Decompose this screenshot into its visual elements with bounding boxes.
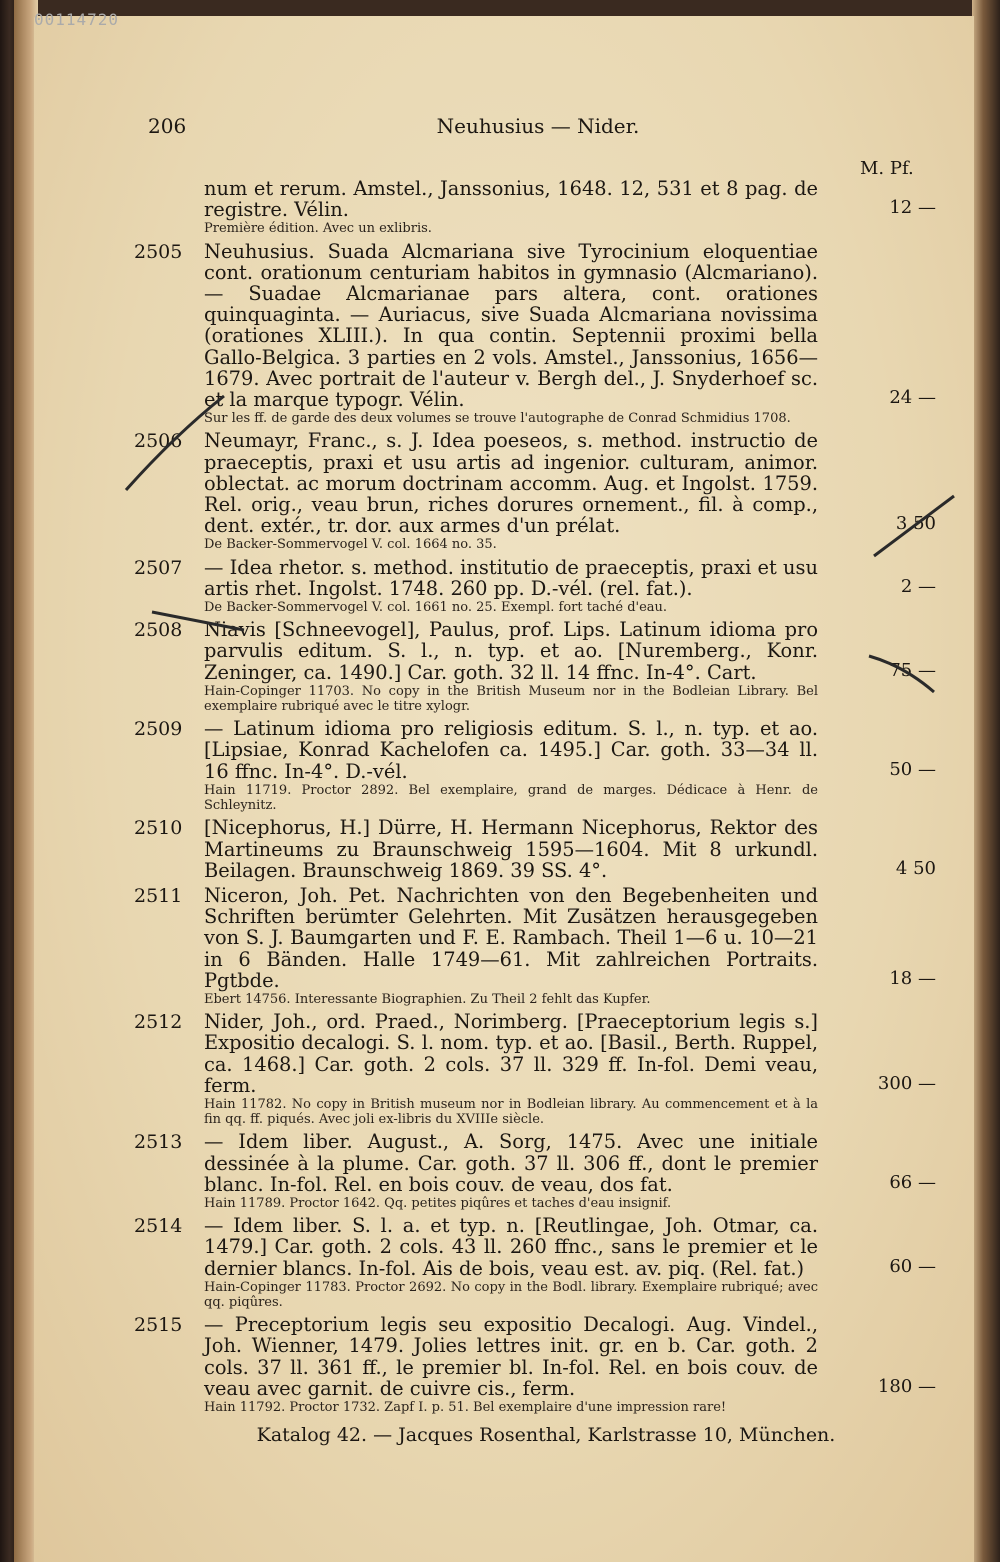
- entry-price: 60 —: [889, 1255, 936, 1277]
- scan-label: 00114720: [34, 10, 120, 29]
- entry-note: Hain 11782. No copy in British museum nor in Bodleian library. Au commencement et à la fin qq. ff. piqués. Avec joli ex-libris du XVIIIe siècle.: [204, 1096, 818, 1128]
- entry-price: 300 —: [877, 1072, 936, 1094]
- entry-number: 2505: [134, 240, 183, 263]
- currency-header: M. Pf.: [860, 158, 914, 179]
- entry-number: 2515: [134, 1314, 183, 1337]
- entry-number: 2511: [134, 884, 183, 907]
- entry-description: — Idea rhetor. s. method. institutio de praeceptis, praxi et usu artis rhet. Ingolst. 1748. 260 pp. D.-vél. (rel. fat.).: [204, 555, 818, 600]
- entry-note: Hain 11719. Proctor 2892. Bel exemplaire, grand de marges. Dédicace à Henr. de Schleynitz.: [204, 782, 818, 814]
- catalog-entry: [134, 1130, 946, 1211]
- catalog-entry: [134, 239, 946, 427]
- entry-description: — Idem liber. August., A. Sorg, 1475. Avec une initiale dessinée à la plume. Car. goth. 37 ll. 306 ff., dont le premier blanc. In-fol. Rel. en bois couv. de veau, dos fat.: [204, 1130, 818, 1196]
- entry-description: — Latinum idioma pro religiosis editum. S. l., n. typ. et ao. [Lipsiae, Konrad Kachelofen ca. 1495.] Car. goth. 33—34 ll. 16 ffnc. In-4°. D.-vél.: [204, 717, 818, 783]
- entry-description: Niavis [Schneevogel], Paulus, prof. Lips. Latinum idioma pro parvulis editum. S. l., n. typ. et ao. [Nuremberg., Konr. Zeninger, ca. 1490.] Car. goth. 32 ll. 14 ffnc. In-4°. Cart.: [204, 618, 818, 684]
- entry-number: 2512: [134, 1011, 183, 1034]
- entry-price: 50 —: [889, 758, 936, 780]
- entry-number: 2510: [134, 817, 183, 840]
- entry-price: 66 —: [889, 1171, 936, 1193]
- entry-number: 2513: [134, 1131, 183, 1154]
- entry-description: — Preceptorium legis seu expositio Decalogi. Aug. Vindel., Joh. Wienner, 1479. Jolies lettres init. gr. en b. Car. goth. 2 cols. 37 ll. 361 ff., le premier bl. In-fol. Rel. en bois couv. de veau avec garnit. de cuivre cis., ferm.: [204, 1313, 818, 1400]
- entry-description: — Idem liber. S. l. a. et typ. n. [Reutlingae, Joh. Otmar, ca. 1479.] Car. goth. 2 cols. 43 ll. 260 ffnc., sans le premier et le dernier blancs. In-fol. Ais de bois, veau est. av. piq. (Rel. fat.): [204, 1214, 818, 1280]
- entry-price: 24 —: [889, 387, 936, 409]
- catalog-entry: [134, 883, 946, 1007]
- page-edge-right: [972, 0, 1000, 1562]
- entry-price: 18 —: [889, 967, 936, 989]
- entry-note: Première édition. Avec un exlibris.: [204, 221, 432, 237]
- entry-description: Neuhusius. Suada Alcmariana sive Tyrocinium eloquentiae cont. orationum centuriam habitos in gymnasio (Alcmariano). — Suadae Alcmarianae pars altera, cont. orationes quinquaginta. — Auriacus, sive Suada Alcmariana novissima (orationes XLIII.). In qua contin. Septennii proximi bella Gallo-Belgica. 3 parties en 2 vols. Amstel., Janssonius, 1656—1679. Avec portrait de l'auteur v. Bergh del., J. Snyderhoef sc. et la marque typogr. Vélin.: [204, 239, 818, 412]
- running-title: Neuhusius — Nider.: [436, 114, 640, 138]
- entry-number: 2506: [134, 430, 183, 453]
- entry-note: Hain 11792. Proctor 1732. Zapf I. p. 51. Bel exemplaire d'une impression rare!: [204, 1399, 727, 1415]
- catalog-entry: [134, 1313, 946, 1415]
- entry-note: Ebert 14756. Interessante Biographien. Zu Theil 2 fehlt das Kupfer.: [204, 991, 651, 1007]
- entry-price: 4 50: [895, 857, 936, 879]
- entry-description: num et rerum. Amstel., Janssonius, 1648. 12, 531 et 8 pag. de registre. Vélin.: [204, 177, 818, 222]
- entry-note: Hain 11789. Proctor 1642. Qq. petites piqûres et taches d'eau insignif.: [204, 1195, 672, 1211]
- entry-number: 2514: [134, 1215, 183, 1238]
- entry-number: 2507: [134, 556, 183, 579]
- entry-price: 12 —: [889, 197, 936, 219]
- entry-number: 2508: [134, 619, 183, 642]
- entry-price: 2 —: [900, 576, 936, 598]
- entry-description: Niceron, Joh. Pet. Nachrichten von den Begebenheiten und Schriften berümter Gelehrten. Mit Zusätzen herausgegeben von S. J. Baumgarten und F. E. Rambach. Theil 1—6 u. 10—21 in 6 Bänden. Halle 1749—61. Mit zahlreichen Portraits. Pgtbde.: [204, 883, 818, 992]
- entry-note: Hain-Copinger 11783. Proctor 2692. No copy in the Bodl. library. Exemplaire rubriqué; avec qq. piqûres.: [204, 1279, 818, 1310]
- entry-note: Sur les ff. de garde des deux volumes se trouve l'autographe de Conrad Schmidius 1708.: [204, 411, 791, 427]
- entry-list: [134, 177, 946, 1419]
- entry-description: Neumayr, Franc., s. J. Idea poeseos, s. method. instructio de praeceptis, praxi et usu artis ad ingenior. culturam, animor. oblectat. ac morum doctrinam accomm. Aug. et Ingolst. 1759. Rel. orig., veau brun, riches dorures ornement., fil. à comp., dent. extér., tr. dor. aux armes d'un prélat.: [204, 429, 818, 538]
- entry-price: 75 —: [889, 659, 936, 681]
- entry-price: 180 —: [877, 1375, 936, 1397]
- catalog-entry: [134, 555, 946, 616]
- entry-number: 2509: [134, 718, 183, 741]
- catalog-entry: [146, 178, 946, 237]
- entry-description: [Nicephorus, H.] Dürre, H. Hermann Nicephorus, Rektor des Martineums zu Braunschweig 1595—1604. Mit 8 urkundl. Beilagen. Braunschweig 1869. 39 SS. 4°.: [204, 816, 818, 882]
- catalog-entry: [134, 618, 946, 715]
- catalog-entry: [134, 1214, 946, 1310]
- entry-price: 3 50: [895, 513, 936, 535]
- catalog-page: [34, 10, 974, 1562]
- entry-note: Hain-Copinger 11703. No copy in the British Museum nor in the Bodleian Library. Bel exemplaire rubriqué avec le titre xylogr.: [204, 683, 818, 715]
- catalog-footer: Katalog 42. — Jacques Rosenthal, Karlstrasse 10, München.: [256, 1424, 836, 1446]
- entry-note: De Backer-Sommervogel V. col. 1664 no. 35.: [204, 537, 497, 553]
- catalog-entry: [134, 1010, 946, 1128]
- catalog-entry: [134, 816, 946, 882]
- catalog-entry: [134, 717, 946, 814]
- entry-description: Nider, Joh., ord. Praed., Norimberg. [Praeceptorium legis s.] Expositio decalogi. S. l. nom. typ. et ao. [Basil., Berth. Ruppel, ca. 1468.] Car. goth. 2 cols. 37 ll. 329 ff. In-fol. Demi veau, ferm.: [204, 1010, 818, 1097]
- entry-note: De Backer-Sommervogel V. col. 1661 no. 25. Exempl. fort taché d'eau.: [204, 600, 668, 616]
- page-number: 206: [148, 114, 187, 138]
- catalog-entry: [134, 429, 946, 553]
